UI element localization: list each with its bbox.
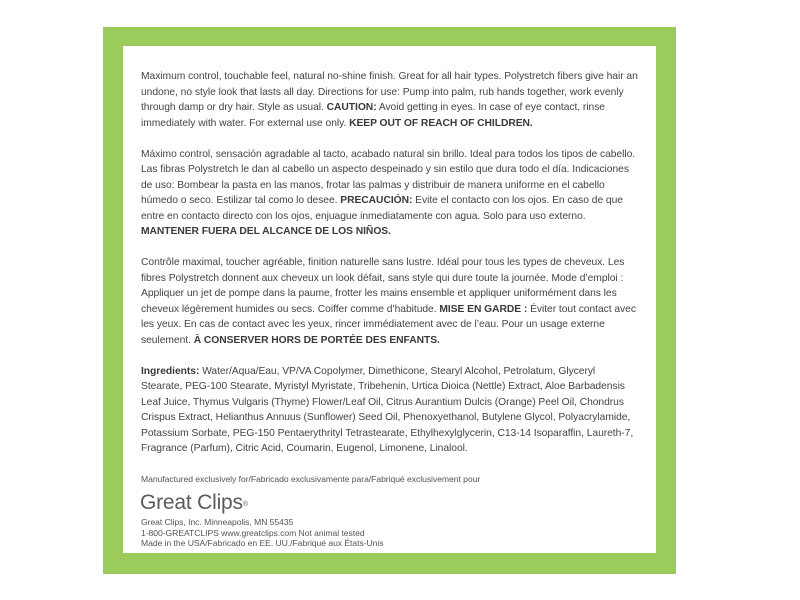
product-label <box>123 46 656 553</box>
spanish-caution-text: Evite el contacto con los ojos. En caso de que entre en contacto directo con los ojos, enjuague inmediatamente con agua. Solo para uso externo. <box>141 195 623 222</box>
ingredients-label: Ingredients: <box>141 365 200 377</box>
manufacturer-info <box>141 517 384 549</box>
french-warning: À CONSERVER HORS DE PORTÉE DES ENFANTS. <box>193 334 440 346</box>
ingredients-list: Water/Aqua/Eau, VP/VA Copolymer, Dimethicone, Stearyl Alcohol, Petrolatum, Glyceryl Stearate, PEG-100 Stearate, Myristyl Myristate, Tribehenin, Urtica Dioica (Nettle) Extract, Aloe Barbadensis Leaf Juice, Thymus Vulgaris (Thyme) Flower/Leaf Oil, Citrus Aurantium Dulcis (Orange) Peel Oil, Chondrus Crispus Extract, Helianthus Annuus (Sunflower) Seed Oil, Phenoxyethanol, Butylene Glycol, Polyacrylamide, Potassium Sorbate, PEG-150 Pentaerythrityl Tetrastearate, Ethylhexylglycerin, C13-14 Isoparaffin, Laureth-7, Fragrance (Parfum), Citric Acid, Coumarin, Eugenol, Limonene, Linalool. <box>141 365 634 454</box>
spanish-section <box>141 147 639 240</box>
label-border <box>103 27 676 574</box>
english-warning: KEEP OUT OF REACH OF CHILDREN. <box>349 117 533 129</box>
english-caution-label: CAUTION: <box>326 102 377 113</box>
manufacturer-contact: 1-800-GREATCLIPS www.greatclips.com Not animal tested <box>141 527 365 538</box>
french-body: Contrôle maximal, toucher agréable, finition naturelle sans lustre. Idéal pour tous les types de cheveux. Les fibres Polystretch donnent aux cheveux un look défait, sans style qui dure toute la journée. Mode d’emploi : Appliquer un jet de pompe dans la paume, frotter les mains ensemble et appliquer uniformément dans les cheveux légèrement humides ou secs. Coiffer comme d’habitude. <box>141 257 625 315</box>
manufacturer-address: Great Clips, Inc. Minneapolis, MN 55435 <box>141 517 294 527</box>
great-clips-logo <box>140 491 248 515</box>
registered-mark: ® <box>242 501 248 508</box>
french-caution-text: Éviter tout contact avec les yeux. En cas de contact avec les yeux, rincer immédiatement avec de l’eau. Pour un usage externe seulement. <box>141 303 636 346</box>
spanish-body: Máximo control, sensación agradable al tacto, acabado natural sin brillo. Ideal para todos los tipos de cabello. Las fibras Polystretch le dan al cabello un aspecto despeinado y sin estilo que dura todo el día. Indicaciones de uso: Bombear la pasta en las manos, frotar las palmas y distribuir de manera uniforme en el cabello húmedo o seco. Estilizar tal como lo desee. <box>141 148 636 206</box>
french-caution-label: MISE EN GARDE : <box>439 303 528 315</box>
spanish-warning: MANTENER FUERA DEL ALCANCE DE LOS NIÑOS. <box>141 226 391 237</box>
ingredients-section <box>141 364 639 457</box>
country-of-origin: Made in the USA/Fabricado en EE. UU./Fabriqué aux États-Unis <box>141 538 384 548</box>
english-caution-text: Avoid getting in eyes. In case of eye contact, rinse immediately with water. For external use only. <box>141 102 605 129</box>
spanish-caution-label: PRECAUCIÓN: <box>340 195 413 206</box>
brand-name: Great Clips <box>140 491 243 514</box>
english-body: Maximum control, touchable feel, natural no-shine finish. Great for all hair types. Polystretch fibers give hair an undone, no style look that lasts all day. Directions for use: Pump into palm, rub hands together, work evenly through damp or dry hair. Style as usual. <box>141 71 638 113</box>
manufactured-for-note: Manufactured exclusively for/Fabricado exclusivamente para/Fabriqué exclusivement pour <box>141 474 481 484</box>
english-section <box>141 69 639 131</box>
french-section <box>141 255 639 348</box>
